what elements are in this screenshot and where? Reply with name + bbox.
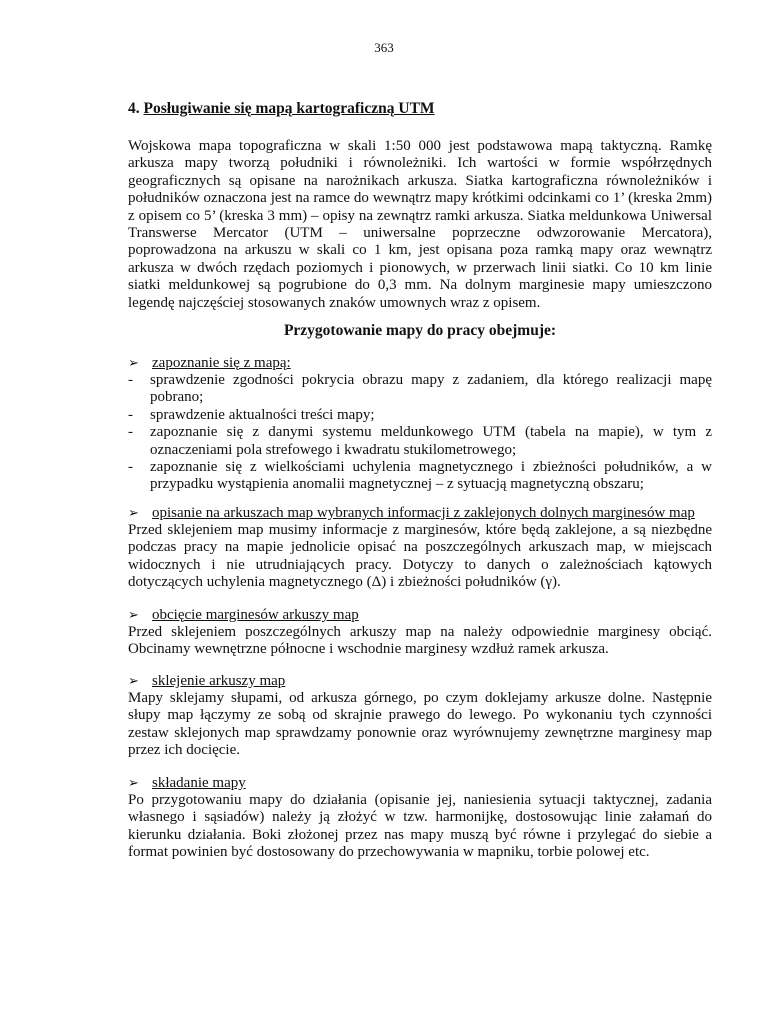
intro-paragraph: Wojskowa mapa topograficzna w skali 1:50 000 jest podstawowa mapą taktyczną. Ramkę arkusza mapy tworzą południki i równoleżniki. Ich wartości w formie współrzędnych geograficznych są opisane na narożnikach arkusza. Siatka kartograficzna równoleżników i południków oznaczona jest na ramce do wewnątrz mapy krótkimi odcinkami co 1’ (kreska 2mm) z opisem co 5’ (kreska 3 mm) – opisy na zewnątrz ramki arkusza. Siatka meldunkowa Uniwersal Transwerse Mercator (UTM – uniwersalne poprzeczne odwzorowanie Mercatora), poprowadzona na arkuszu w skali co 1 km, jest opisana poza ramką mapy oraz wewnątrz arkusza w dwóch rzędach poziomych i pionowych, w przerwach linii siatki. Co 10 km linie siatki meldunkowej są pogrubione do 0,3 mm. Na dolnym marginesie mapy umieszczono legendę najczęściej stosowanych znaków umownych wraz z opisem. xyxy=(128,138,712,311)
bullet-heading-familiarize: ➢ zapoznanie się z mapą: xyxy=(128,355,291,371)
list-item: - zapoznanie się z danymi systemu meldunkowego UTM (tabela na mapie), w tym z oznaczeniami pola strefowego i kwadratu stukilometrowego; xyxy=(128,424,712,459)
familiarize-list xyxy=(128,372,712,494)
section-title: Posługiwanie się mapą kartograficzną UTM xyxy=(143,100,435,117)
trim-paragraph: Przed sklejeniem poszczególnych arkuszy map na należy odpowiednie marginesy obciąć. Obcinamy wewnętrzne północne i wschodnie marginesy wzdłuż ramek arkusza. xyxy=(128,624,712,658)
list-item: - sprawdzenie aktualności treści mapy; xyxy=(128,407,712,424)
bullet-heading-annotate: ➢ opisanie na arkuszach map wybranych informacji z zaklejonych dolnych marginesów map xyxy=(128,505,695,521)
section-number: 4. xyxy=(128,100,140,117)
arrow-bullet-icon: ➢ xyxy=(128,355,139,370)
arrow-bullet-icon: ➢ xyxy=(128,775,139,790)
arrow-bullet-icon: ➢ xyxy=(128,673,139,688)
bullet-heading-fold: ➢ składanie mapy xyxy=(128,775,246,791)
section-heading xyxy=(128,100,435,118)
fold-paragraph: Po przygotowaniu mapy do działania (opisanie jej, naniesienia sytuacji taktycznej, zadania własnego i sąsiadów) należy ją złożyć w tzw. harmonijkę, dostosowując linie załamań do kierunku działania. Boki złożonej przez nas mapy muszą być równe i przylegać do siebie a format powinien być dostosowany do przechowywania w mapniku, torbie polowej etc. xyxy=(128,792,712,861)
glue-paragraph: Mapy sklejamy słupami, od arkusza górnego, po czym doklejamy arkusze dolne. Następnie słupy map łączymy ze sobą od skrajnie prawego do lewego. Po wykonaniu tych czynności zestaw sklejonych map sprawdzamy ponownie oraz wyrównujemy zewnętrzne marginesy map przez ich docięcie. xyxy=(128,690,712,759)
subheading: Przygotowanie mapy do pracy obejmuje: xyxy=(283,322,557,339)
arrow-bullet-icon: ➢ xyxy=(128,607,139,622)
page-number: 363 xyxy=(374,40,394,55)
list-item: - zapoznanie się z wielkościami uchylenia magnetycznego i zbieżności południków, a w przypadku wystąpienia anomalii magnetycznej – z sytuacją magnetyczną obszaru; xyxy=(128,459,712,494)
arrow-bullet-icon: ➢ xyxy=(128,505,139,520)
bullet-heading-trim: ➢ obcięcie marginesów arkuszy map xyxy=(128,607,359,623)
bullet-heading-glue: ➢ sklejenie arkuszy map xyxy=(128,673,286,689)
list-item: - sprawdzenie zgodności pokrycia obrazu mapy z zadaniem, dla którego realizacji mapę pobrano; xyxy=(128,372,712,407)
annotate-paragraph: Przed sklejeniem map musimy informacje z marginesów, które będą zaklejone, a są niezbędne podczas pracy na mapie jednolicie opisać na poszczególnych arkuszach map, w miejscach widocznych i nie utrudniających pracy. Dotyczy to danych o zależnościach kątowych dotyczących uchylenia magnetycznego (Δ) i zbieżności południków (γ). xyxy=(128,522,712,591)
